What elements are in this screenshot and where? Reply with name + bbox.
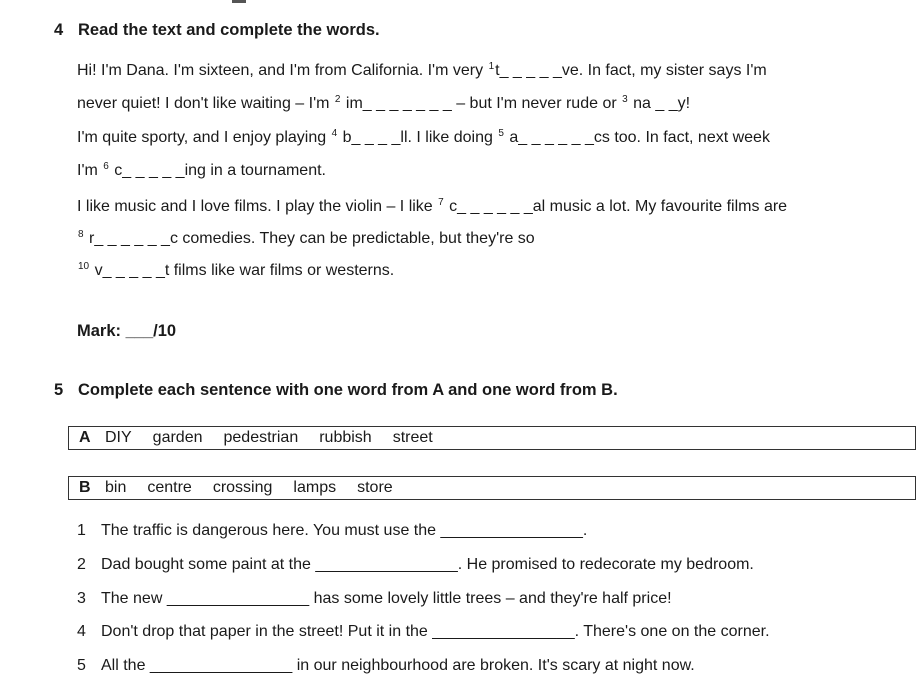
mark-blank[interactable]: ___ [125,322,154,340]
sentence-text: The new ________________ has some lovely little trees – and they're half price! [101,590,672,607]
gap-word-5[interactable]: a_ _ _ _ _ _cs too. In fact, next week [504,129,770,146]
sentence-2[interactable] [77,555,754,575]
text-line-4: I'm $^6$ c_ _ _ _ _ing in a tournament. [77,161,326,179]
word-item: crossing [212,479,273,496]
word-item: pedestrian [223,429,299,446]
gap-word-10[interactable]: v_ _ _ _ _t films like war films or westerns. [90,262,395,279]
gap-number: 3 [622,94,628,105]
gap-number: 5 [498,128,504,139]
gap-number: 8 [78,229,84,240]
page-top-mark [232,0,246,3]
gap-word-8[interactable]: r_ _ _ _ _ _c comedies. They can be predictable, but they're so [84,230,535,247]
sentence-number: 5 [77,657,86,674]
exercise-title: Complete each sentence with one word from A and one word from B. [78,381,618,399]
gap-number: 4 [331,128,338,139]
gap-number: 1 [488,61,495,72]
gap-word-7[interactable]: c_ _ _ _ _ _al music a lot. My favourite films are [444,198,788,215]
box-label: A [79,429,91,446]
mark-total: /10 [153,322,177,340]
exercise-title: Read the text and complete the words. [78,21,380,39]
gap-number: 10 [78,261,90,272]
sentence-text: Don't drop that paper in the street! Put it in the ________________. There's one on the corner. [101,623,770,640]
sentence-number: 2 [77,556,86,573]
word-item: rubbish [319,429,372,446]
text-line-7 [77,261,394,281]
sentence-number: 3 [77,590,86,607]
mark-score [77,322,176,341]
box-label: B [79,479,91,496]
sentence-text: Dad bought some paint at the ________________. He promised to redecorate my bedroom. [101,556,754,573]
text-line-1: Hi! I'm Dana. I'm sixteen, and I'm from California. I'm very $^1$t_ _ _ _ _ve. In fact, my sister says I'm [77,61,767,79]
sentence-text: All the ________________ in our neighbourhood are broken. It's scary at night now. [101,657,695,674]
word-item: lamps [293,479,337,496]
sentence-3[interactable] [77,589,672,609]
exercise-number: 5 [54,381,64,399]
word-item: centre [147,479,192,496]
mark-label: Mark: [77,322,122,340]
gap-word-6[interactable]: c_ _ _ _ _ing in a tournament. [109,162,326,179]
word-item: street [392,429,433,446]
exercise-5-heading [54,381,618,400]
sentence-number: 4 [77,623,86,640]
sentence-1[interactable] [77,521,587,541]
word-item: garden [152,429,203,446]
gap-word-3[interactable]: na _ _y! [628,95,691,112]
word-item: bin [105,479,127,496]
gap-word-1[interactable]: t_ _ _ _ _ve. In fact, my sister says I'm [495,62,767,79]
word-item: DIY [105,429,132,446]
gap-number: 6 [103,161,109,172]
exercise-number: 4 [54,21,64,39]
gap-number: 2 [334,94,341,105]
word-box-b [68,476,916,500]
gap-word-4[interactable]: b_ _ _ _ll. I like doing [338,129,498,146]
gap-word-2[interactable]: im_ _ _ _ _ _ _ – but I'm never rude or [341,95,622,112]
text-line-5: I like music and I love films. I play the violin – I like $^7$ c_ _ _ _ _ _al music a lot. My favourite films are [77,197,788,215]
word-item: store [357,479,393,496]
text-line-6 [77,229,535,249]
sentence-5[interactable] [77,656,695,676]
sentence-number: 1 [77,522,86,539]
word-box-a [68,426,916,450]
text-line-2: never quiet! I don't like waiting – I'm $^2$ im_ _ _ _ _ _ _ – but I'm never rude or $^3$ na _ _y! [77,94,691,112]
exercise-4-heading [54,21,380,40]
sentence-text: The traffic is dangerous here. You must use the ________________. [101,522,588,539]
sentence-4[interactable] [77,622,770,642]
gap-number: 7 [438,197,444,208]
text-line-3: I'm quite sporty, and I enjoy playing $^4$ b_ _ _ _ll. I like doing $^5$ a_ _ _ _ _ _cs too. In fact, next week [77,128,770,146]
